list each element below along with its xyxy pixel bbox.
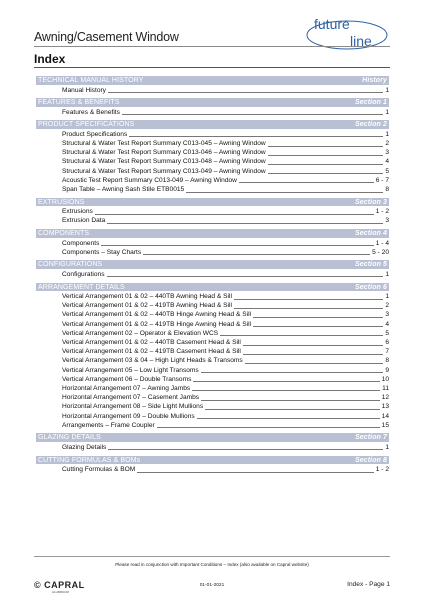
toc-entry[interactable]	[36, 185, 389, 194]
entry-title: Horizontal Arrangement 07 – Awning Jambs	[62, 384, 191, 392]
toc-entry[interactable]	[36, 301, 389, 310]
entry-title: Acoustic Test Report Summary C013-049 – Awning Window	[62, 176, 237, 184]
toc-section	[36, 98, 389, 117]
section-header[interactable]	[36, 283, 389, 292]
toc-entry[interactable]	[36, 347, 389, 356]
footer-divider	[34, 556, 390, 557]
entry-page: 9	[385, 366, 389, 374]
toc-entry[interactable]	[36, 216, 389, 225]
entry-title: Vertical Arrangement 05 – Low Light Transoms	[62, 366, 199, 374]
entry-title: Structural & Water Test Report Summary C013-048 – Awning Window	[62, 158, 266, 166]
entry-page: 1 - 4	[375, 239, 389, 247]
section-ref: Section 2	[354, 121, 387, 129]
brand-subtitle: ALUMINIUM	[52, 590, 69, 594]
logo-text-bottom: line	[350, 33, 372, 49]
toc-entry[interactable]	[36, 139, 389, 148]
entry-title: Vertical Arrangement 01 & 02 – 440TB Hinge Awning Head & Sill	[62, 311, 252, 319]
toc-entry[interactable]	[36, 338, 389, 347]
page-header	[34, 14, 390, 54]
leader-line	[108, 449, 383, 450]
entry-title: Vertical Arrangement 01 & 02 – 419TB Awning Head & Sill	[62, 302, 232, 310]
entry-title: Horizontal Arrangement 07 – Casement Jambs	[62, 394, 200, 402]
header-divider	[34, 46, 390, 47]
entry-title: Vertical Arrangement 01 & 02 – 419TB Hinge Awning Head & Sill	[62, 320, 252, 328]
index-divider	[34, 67, 390, 68]
leader-line	[157, 427, 380, 428]
toc-entry[interactable]	[36, 176, 389, 185]
entry-title: Vertical Arrangement 01 & 02 – 440TB Awning Head & Sill	[62, 293, 232, 301]
section-header[interactable]	[36, 433, 389, 442]
leader-line	[108, 92, 383, 93]
section-header[interactable]	[36, 229, 389, 238]
section-header[interactable]	[36, 98, 389, 107]
entry-page: 12	[381, 394, 389, 402]
entry-page: 1	[385, 86, 389, 94]
leader-line	[268, 164, 384, 165]
entry-page: 5	[385, 167, 389, 175]
entry-page: 5 - 20	[372, 248, 389, 256]
section-ref: Section 4	[354, 230, 387, 237]
entry-page: 11	[382, 384, 389, 392]
toc-entry[interactable]	[36, 85, 389, 94]
section-label: FEATURES & BENEFITS	[38, 99, 120, 107]
section-ref: History	[362, 77, 387, 84]
section-ref: Section 1	[354, 99, 387, 107]
entry-title: Manual History	[62, 86, 106, 94]
entry-page: 1	[385, 108, 389, 116]
entry-title: Glazing Details	[62, 443, 107, 451]
toc-section	[36, 456, 389, 475]
toc-section	[36, 260, 389, 279]
toc-section	[36, 76, 389, 95]
leader-line	[197, 418, 380, 419]
leader-line	[234, 299, 383, 300]
entry-title: Configurations	[62, 270, 105, 278]
leader-line	[143, 254, 370, 255]
toc-section	[36, 120, 389, 194]
entry-title: Vertical Arrangement 02 – Operator & Elevation WCS	[62, 329, 219, 337]
entry-title: Vertical Arrangement 03 & 04 – High Light Heads & Transoms	[62, 357, 243, 365]
section-label: CONFIGURATIONS	[38, 261, 103, 269]
toc-entry[interactable]	[36, 157, 389, 166]
section-ref: Section 5	[354, 261, 387, 269]
entry-page: 10	[381, 375, 389, 383]
entry-title: Horizontal Arrangement 09 – Double Mullions	[62, 412, 195, 420]
index-heading: Index	[34, 52, 66, 66]
section-header[interactable]	[36, 198, 389, 207]
entry-page: 5	[385, 329, 389, 337]
entry-title: Vertical Arrangement 06 – Double Transoms	[62, 375, 192, 383]
section-label: GLAZING DETAILS	[38, 434, 101, 442]
leader-line	[95, 214, 374, 215]
toc-entry[interactable]	[36, 166, 389, 175]
entry-page: 3	[385, 311, 389, 319]
toc-section	[36, 433, 389, 452]
entry-title: Components – Stay Charts	[62, 248, 142, 256]
leader-line	[253, 317, 383, 318]
entry-title: Span Table – Awning Sash Stile ETB0015	[62, 186, 185, 194]
entry-title: Structural & Water Test Report Summary C013-049 – Awning Window	[62, 167, 266, 175]
toc-entry[interactable]	[36, 411, 389, 420]
toc-entry[interactable]	[36, 375, 389, 384]
leader-line	[245, 363, 384, 364]
entry-title: Cutting Formulas & BOM	[62, 466, 136, 474]
entry-page: 1	[385, 293, 389, 301]
entry-title: Arrangements – Frame Coupler	[62, 421, 155, 429]
footer-note: Please read in conjunction with Important Conditions – Index (also available on Capral website)	[115, 562, 309, 567]
section-label: TECHNICAL MANUAL HISTORY	[38, 77, 144, 84]
toc-entry[interactable]	[36, 365, 389, 374]
section-ref: Section 6	[354, 283, 387, 291]
entry-page: 3	[385, 149, 389, 157]
section-label: PRODUCT SPECIFICATIONS	[38, 121, 135, 129]
leader-line	[192, 390, 380, 391]
section-header[interactable]	[36, 260, 389, 269]
leader-line	[101, 245, 373, 246]
toc-entry[interactable]	[36, 465, 389, 474]
leader-line	[205, 409, 380, 410]
toc-section	[36, 198, 389, 226]
section-header[interactable]	[36, 120, 389, 129]
leader-line	[268, 146, 384, 147]
toc-entry[interactable]	[36, 402, 389, 411]
section-ref: Section 3	[354, 198, 387, 206]
leader-line	[107, 276, 384, 277]
leader-line	[107, 223, 383, 224]
section-label: CUTTING FORMULAS & BOMs	[38, 456, 141, 464]
entry-page: 15	[381, 421, 389, 429]
entry-title: Product Specifications	[62, 130, 128, 138]
leader-line	[201, 400, 380, 401]
entry-page: 8	[385, 186, 389, 194]
section-label: ARRANGEMENT DETAILS	[38, 283, 125, 291]
section-ref: Section 8	[354, 456, 387, 464]
leader-line	[201, 372, 384, 373]
leader-line	[253, 326, 383, 327]
leader-line	[234, 308, 383, 309]
document-title: Awning/Casement Window	[34, 30, 179, 44]
brand-name: CAPRAL	[44, 580, 85, 590]
entry-page: 1	[385, 130, 389, 138]
futureline-logo	[304, 14, 390, 54]
toc-entry[interactable]	[36, 292, 389, 301]
page-number: Index - Page 1	[347, 581, 390, 588]
toc-entry[interactable]	[36, 130, 389, 139]
entry-page: 2	[385, 140, 389, 148]
entry-title: Vertical Arrangement 01 & 02 – 440TB Casement Head & Sill	[62, 339, 241, 347]
toc-entry[interactable]	[36, 329, 389, 338]
leader-line	[243, 354, 383, 355]
entry-page: 1 - 2	[375, 466, 389, 474]
leader-line	[243, 345, 383, 346]
entry-page: 14	[381, 412, 389, 420]
toc-entry[interactable]	[36, 207, 389, 216]
entry-title: Components	[62, 239, 100, 247]
section-label: COMPONENTS	[38, 230, 90, 237]
entry-title: Vertical Arrangement 01 & 02 – 419TB Casement Head & Sill	[62, 348, 241, 356]
toc-entry[interactable]	[36, 356, 389, 365]
leader-line	[268, 173, 384, 174]
leader-line	[129, 136, 383, 137]
toc-entry[interactable]	[36, 393, 389, 402]
entry-page: 3	[385, 217, 389, 225]
toc-entry[interactable]	[36, 310, 389, 319]
toc-entry[interactable]	[36, 270, 389, 279]
entry-page: 1	[385, 443, 389, 451]
toc-entry[interactable]	[36, 384, 389, 393]
entry-title: Extrusions	[62, 208, 93, 216]
leader-line	[220, 335, 383, 336]
leader-line	[193, 381, 379, 382]
leader-line	[268, 155, 384, 156]
entry-page: 4	[385, 158, 389, 166]
section-header[interactable]	[36, 76, 389, 85]
toc-entry[interactable]	[36, 108, 389, 117]
leader-line	[122, 114, 383, 115]
table-of-contents	[36, 76, 389, 478]
entry-title: Structural & Water Test Report Summary C013-046 – Awning Window	[62, 149, 266, 157]
entry-page: 7	[385, 348, 389, 356]
entry-title: Structural & Water Test Report Summary C013-045 – Awning Window	[62, 140, 266, 148]
toc-entry[interactable]	[36, 248, 389, 257]
toc-entry[interactable]	[36, 421, 389, 430]
entry-page: 13	[381, 403, 389, 411]
entry-title: Features & Benefits	[62, 108, 120, 116]
entry-title: Horizontal Arrangement 08 – Side Light Mullions	[62, 403, 204, 411]
entry-title: Extrusion Data	[62, 217, 106, 225]
toc-entry[interactable]	[36, 443, 389, 452]
entry-page: 1	[385, 270, 389, 278]
entry-page: 1 - 2	[375, 208, 389, 216]
toc-entry[interactable]	[36, 148, 389, 157]
leader-line	[186, 192, 383, 193]
toc-section	[36, 283, 389, 430]
entry-page: 4	[385, 320, 389, 328]
entry-page: 2	[385, 302, 389, 310]
entry-page: 6	[385, 339, 389, 347]
leader-line	[239, 182, 374, 183]
toc-section	[36, 229, 389, 257]
logo-text-top: future	[314, 16, 350, 32]
capral-logo: © CAPRAL	[34, 580, 85, 590]
leader-line	[137, 472, 374, 473]
section-label: EXTRUSIONS	[38, 198, 85, 206]
toc-entry[interactable]	[36, 319, 389, 328]
section-header[interactable]	[36, 456, 389, 465]
entry-page: 8	[385, 357, 389, 365]
toc-entry[interactable]	[36, 238, 389, 247]
footer-date: 01-01-2021	[199, 583, 225, 588]
section-ref: Section 7	[354, 434, 387, 442]
entry-page: 6 - 7	[375, 176, 389, 184]
